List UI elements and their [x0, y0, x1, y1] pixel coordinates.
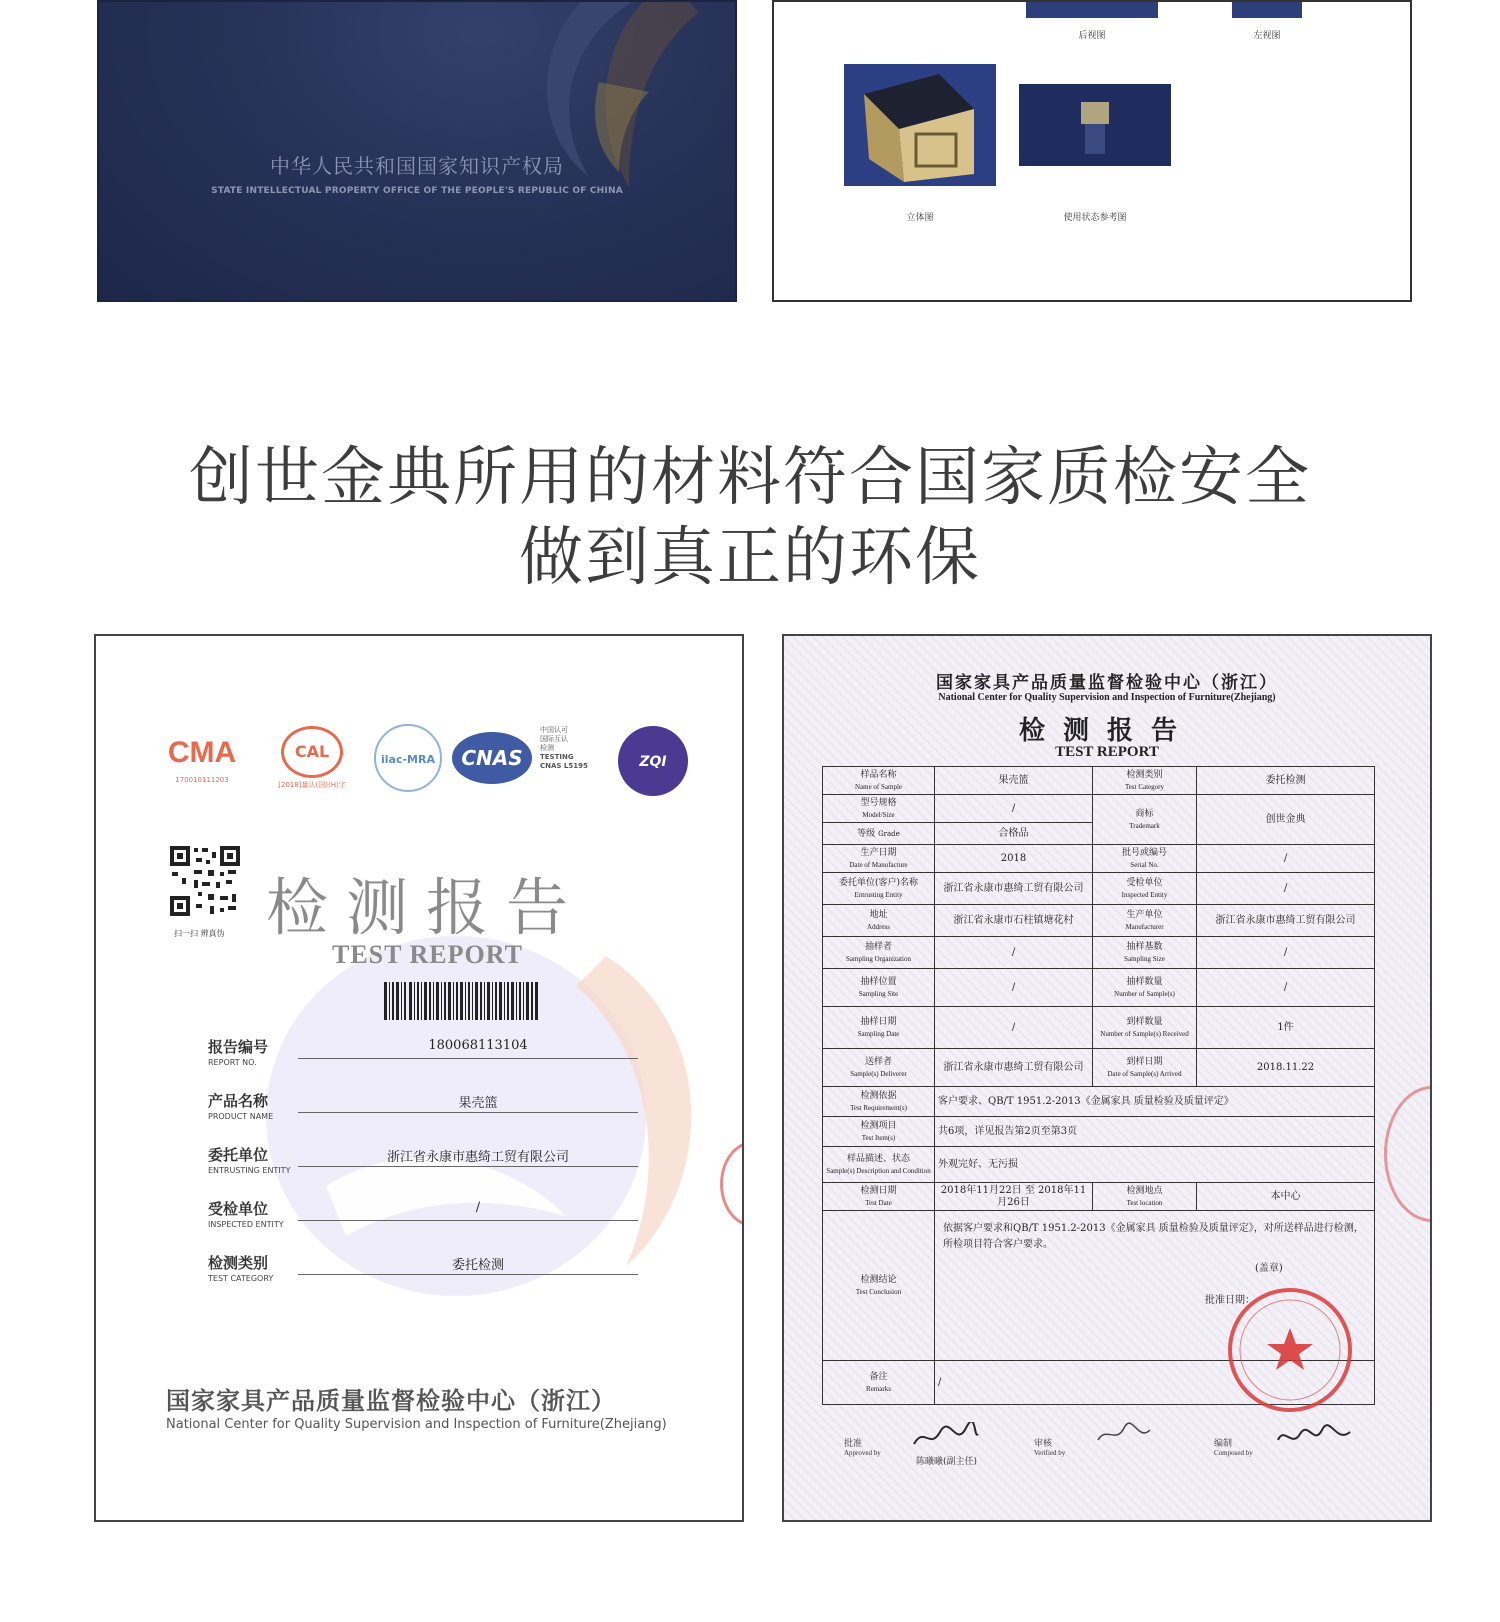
table-row: 备注 Remarks /	[823, 1361, 1375, 1405]
cal-logo: CAL [2018]量认(国)(H)字	[262, 726, 362, 790]
table-row: 抽样位置 Sampling Site / 抽样数量 Number of Sample(s) /	[823, 969, 1375, 1007]
table-row: 抽样日期 Sampling Date / 到样数量 Number of Sample(s) Received 1件	[823, 1007, 1375, 1049]
issuing-center-name-en: National Center for Quality Supervision and Inspection of Furniture(Zhejiang)	[166, 1417, 667, 1432]
report-title-cn: 检测报告	[266, 871, 587, 944]
composer-signature-icon	[1274, 1422, 1354, 1452]
table-row: 生产日期 Date of Manufacture 2018 批号或编号 Serial No. /	[823, 845, 1375, 873]
edge-seal-right	[1384, 1086, 1432, 1222]
verified-by: 审核 Verified by	[1034, 1439, 1066, 1457]
ilac-mra-logo: ilac-MRA	[374, 724, 442, 792]
report-org-name-cn: 国家家具产品质量监督检验中心（浙江）	[936, 673, 1278, 693]
issuing-center-name-cn: 国家家具产品质量监督检验中心（浙江）	[166, 1387, 616, 1415]
qr-code	[168, 844, 242, 918]
approver-title: 陈曦曦(副主任)	[916, 1457, 978, 1467]
field-product-name: 产品名称 PRODUCT NAME 果壳篮	[208, 1090, 638, 1140]
field-inspected-entity: 受检单位 INSPECTED ENTITY /	[208, 1198, 638, 1248]
report-no-value: 180068113104	[428, 1038, 528, 1053]
report-page-title-en: TEST REPORT	[1055, 744, 1159, 760]
rear-view-image	[1026, 2, 1158, 18]
table-row: 抽样者 Sampling Organization / 抽样基数 Sampling Size /	[823, 937, 1375, 969]
cnas-logo: CNAS	[452, 732, 532, 784]
official-red-seal-icon	[1224, 1284, 1356, 1416]
report-org-name-en: National Center for Quality Supervision and Inspection of Furniture(Zhejiang)	[938, 692, 1276, 703]
usage-state-image	[1019, 84, 1171, 166]
approved-by: 批准 Approved by	[844, 1439, 881, 1457]
test-report-cover	[94, 634, 744, 1522]
cma-logo: CMA 170010111203	[167, 736, 237, 784]
table-row: 检测项目 Test Item(s) 共6项，详见报告第2页至第3页	[823, 1117, 1375, 1147]
table-row: 地址 Address 浙江省永康市石柱镇塘花村 生产单位 Manufacturer 浙江省永康市惠绮工贸有限公司	[823, 905, 1375, 937]
design-patent-sheet	[772, 0, 1412, 302]
left-view-caption: 左视图	[1253, 31, 1281, 41]
verifier-signature-icon	[1094, 1420, 1154, 1450]
patent-office-name-en: STATE INTELLECTUAL PROPERTY OFFICE OF THE PEOPLE'S REPUBLIC OF CHINA	[211, 186, 623, 196]
barcode	[384, 982, 540, 1020]
perspective-view-caption: 立体图	[906, 213, 934, 223]
table-row: 检测依据 Test Requirement(s) 客户要求、QB/T 1951.2-2013《金属家具 质量检验及质量评定》	[823, 1087, 1375, 1117]
patent-office-emblem-icon	[479, 0, 737, 212]
table-row: 检测日期 Test Date 2018年11月22日 至 2018年11月26日 检测地点 Test location 本中心	[823, 1183, 1375, 1211]
entrusting-entity-value: 浙江省永康市惠绮工贸有限公司	[386, 1150, 569, 1165]
table-row: 样品名称 Name of Sample 果壳篮 检测类别 Test Category 委托检测	[823, 767, 1375, 795]
field-report-no: 报告编号 REPORT NO. 180068113104	[208, 1036, 638, 1086]
table-row: 送样者 Sample(s) Deliverer 浙江省永康市惠绮工贸有限公司 到样日期 Date of Sample(s) Arrived 2018.11.22	[823, 1049, 1375, 1087]
product-name-value: 果壳篮	[458, 1096, 498, 1111]
table-row: 委托单位(客户)名称 Entrusting Entity 浙江省永康市惠绮工贸有限公司 受检单位 Inspected Entity /	[823, 873, 1375, 905]
field-test-category: 检测类别 TEST CATEGORY 委托检测	[208, 1252, 638, 1302]
heading-line-1: 创世金典所用的材料符合国家质检安全	[189, 441, 1311, 515]
report-title-en: TEST REPORT	[332, 940, 523, 969]
field-entrusting-entity: 委托单位 ENTRUSTING ENTITY 浙江省永康市惠绮工贸有限公司	[208, 1144, 638, 1194]
inspected-entity-value: /	[475, 1200, 481, 1215]
usage-state-caption: 使用状态参考图	[1063, 213, 1127, 223]
rear-view-caption: 后视图	[1078, 31, 1106, 41]
left-view-image	[1232, 2, 1302, 18]
table-row: 型号规格 Model/Size / 商标 Trademark 创世金典	[823, 795, 1375, 823]
perspective-view-image	[844, 64, 996, 186]
patent-office-name-cn: 中华人民共和国国家知识产权局	[270, 154, 564, 178]
test-report-page	[782, 634, 1432, 1522]
composed-by: 编制 Composed by	[1214, 1439, 1253, 1457]
table-row: 检测结论 Test Conclusion 依据客户要求和QB/T 1951.2-2013《金属家具 质量检验及质量评定》，对所送样品进行检测，所检项目符合客户要求。 (盖章) 批准日期：	[823, 1211, 1375, 1361]
patent-certificate-cover	[97, 0, 737, 302]
section-heading	[0, 438, 1500, 598]
test-category-value: 委托检测	[451, 1258, 504, 1273]
qr-caption: 扫一扫 辨真伪	[174, 929, 225, 938]
table-row: 样品描述、状态 Sample(s) Description and Condition 外观完好、无污损	[823, 1147, 1375, 1183]
approver-signature-icon	[910, 1422, 980, 1452]
heading-line-2: 做到真正的环保	[519, 521, 981, 595]
zqi-logo: ZQI	[618, 726, 688, 796]
report-page-title-cn: 检测报告	[1018, 716, 1195, 746]
table-row: 等级 Grade 合格品	[823, 823, 1375, 845]
cnas-caption: 中国认可 国际互认 检测 TESTING CNAS L5195	[540, 726, 588, 770]
